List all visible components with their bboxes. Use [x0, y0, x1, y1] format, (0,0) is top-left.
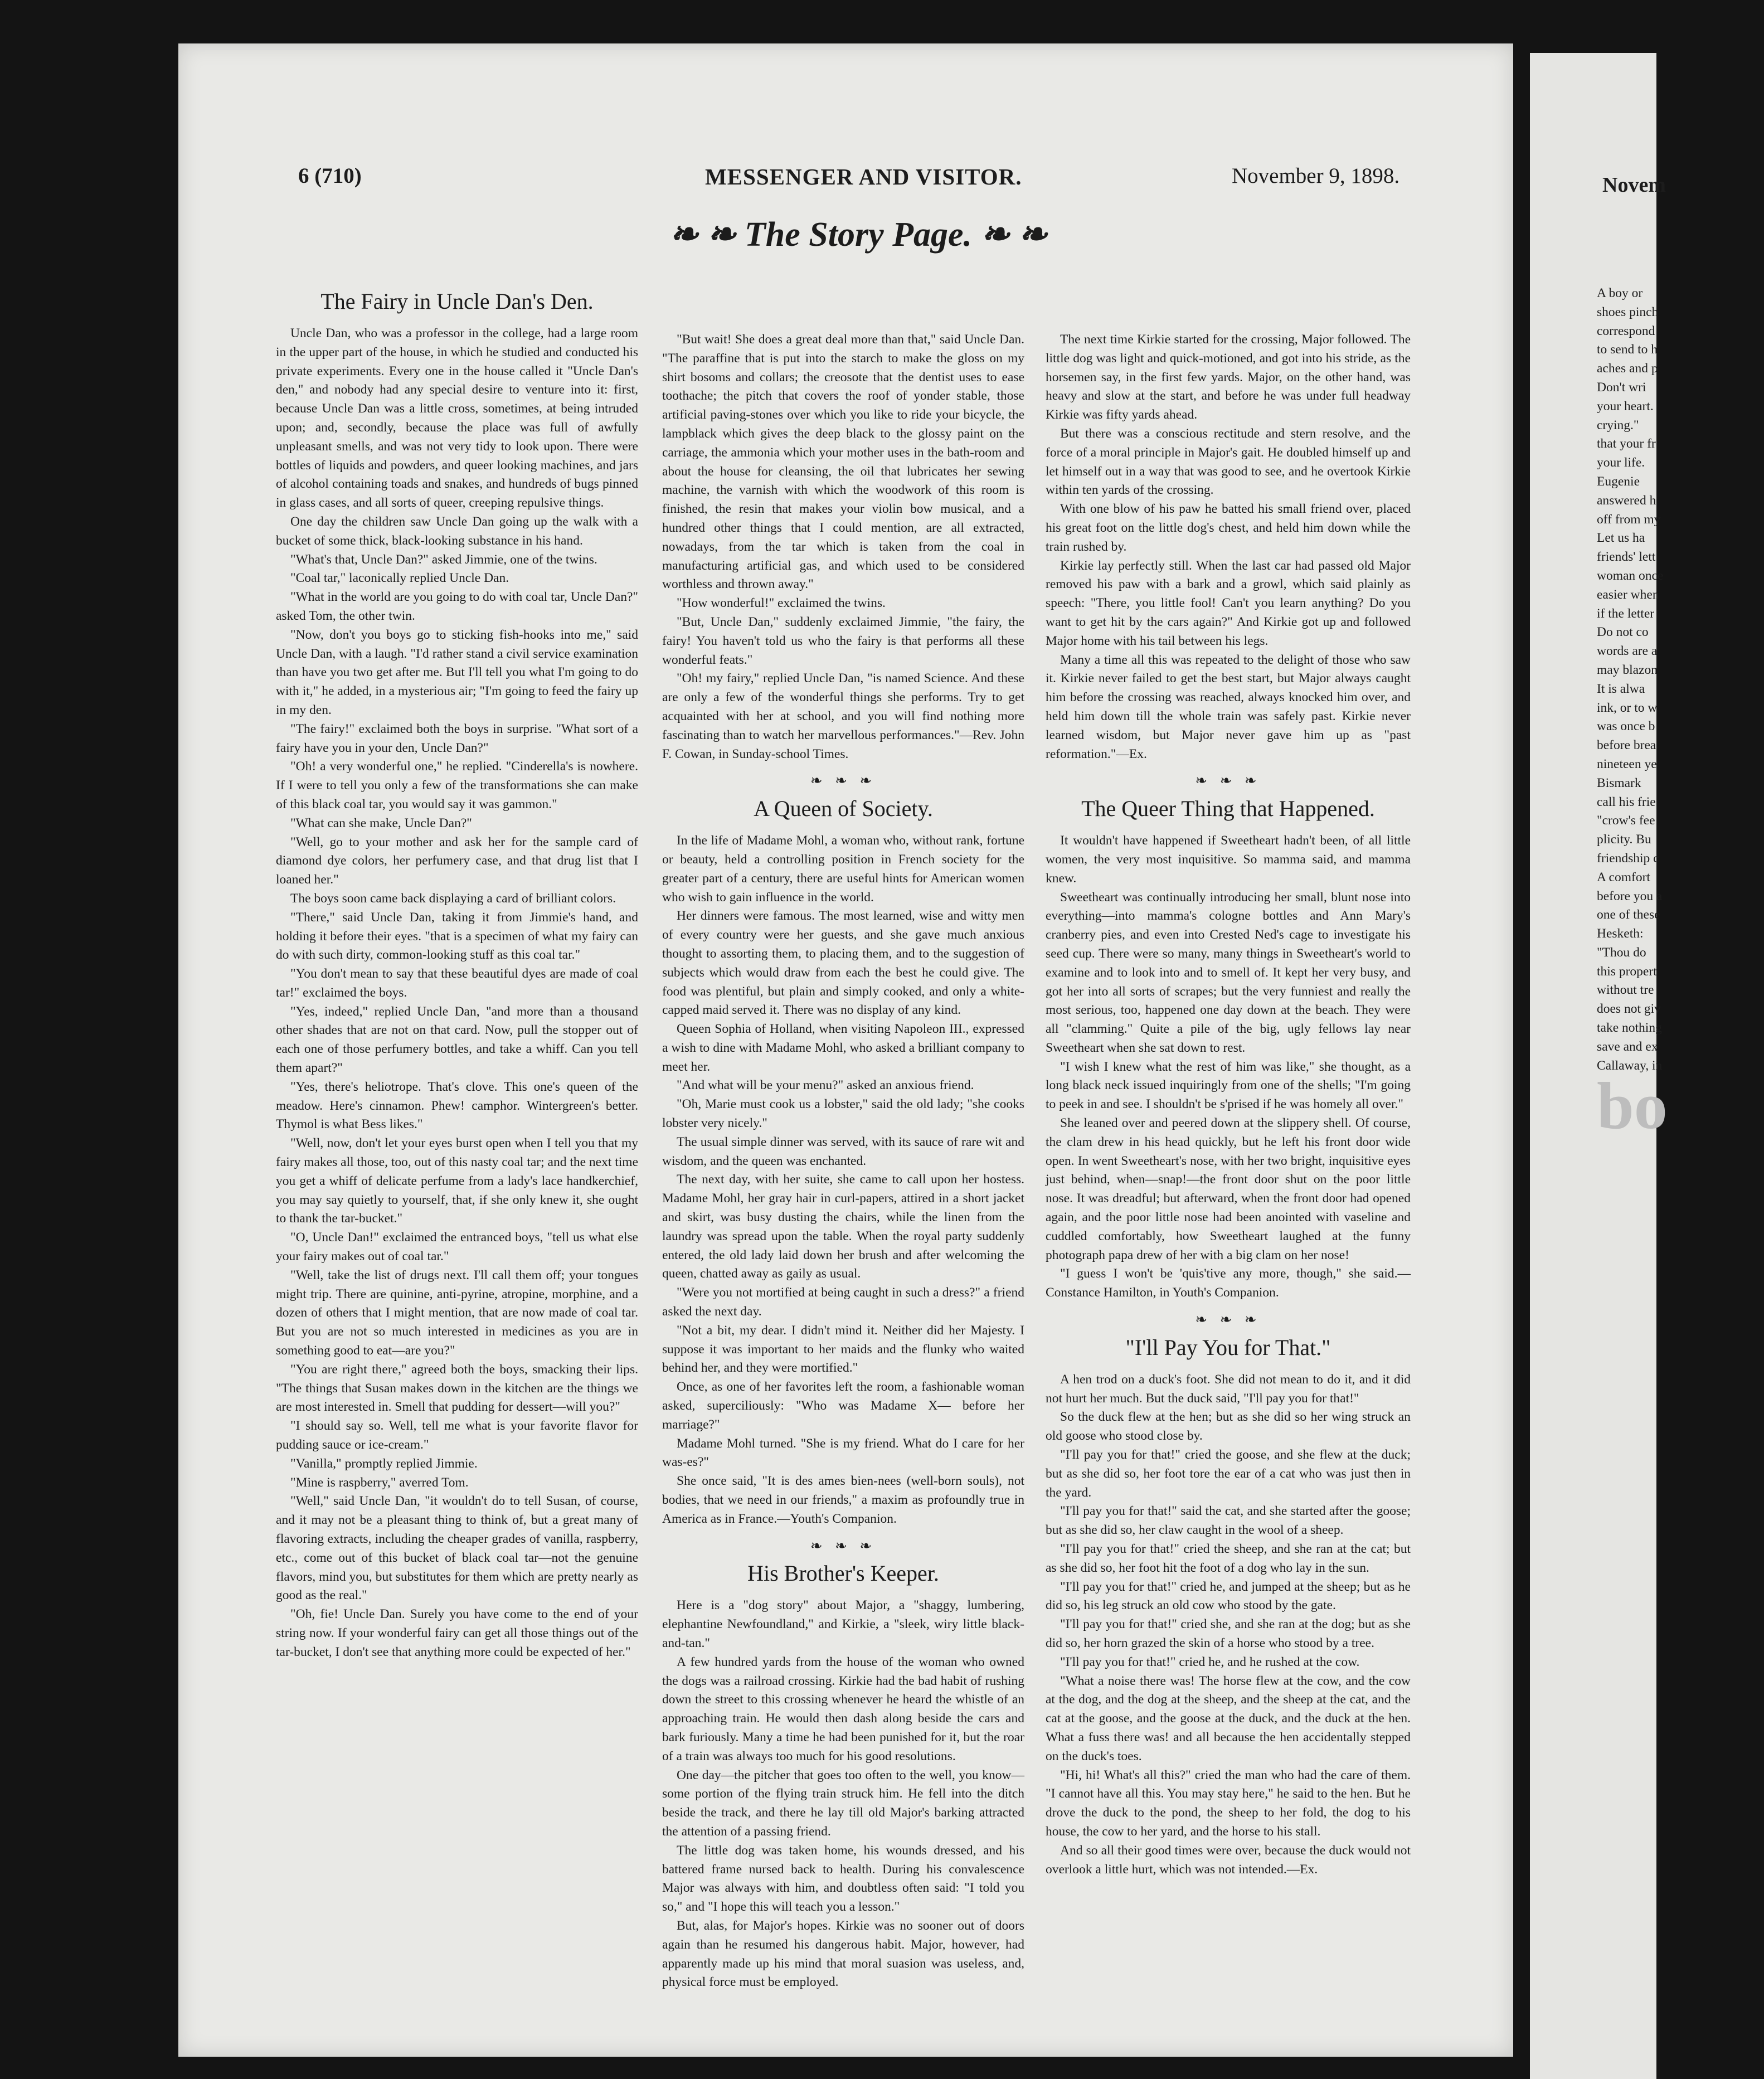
adjacent-page-line: to send to h: [1597, 342, 1658, 357]
adjacent-page-line: one of these: [1597, 907, 1660, 922]
article-paragraph: "I'll pay you for that!" cried he, and jumped at the sheep; but as he did so, his leg struck an old cow who stood by the gate.: [1046, 1579, 1411, 1613]
section-ornament: ❧ ❧ ❧: [810, 773, 877, 789]
article-paragraph: "But, Uncle Dan," suddenly exclaimed Jimmie, "the fairy, the fairy! You haven't told us who the fairy is that performs all these wonderful feats.": [662, 614, 1024, 667]
adjacent-page-line: may blazon: [1597, 662, 1658, 677]
article-paragraph: She leaned over and peered down at the slippery shell. Of course, the clam drew in his head quickly, but he left his front door wide open. In went Sweetheart's nose, with her two bright, inquisitive eyes just behind, when—snap!—the front door shut on the poor little nose. It was dreadful; but afterward, when the front door had opened again, and the poor little nose had been anointed with vaseline and cuddled comfortably, how Sweetheart laughed at the funny photograph papa drew of her with a big clam on her nose!: [1046, 1116, 1411, 1262]
article-paragraph: One day the children saw Uncle Dan going up the walk with a bucket of some thick, black-looking substance in his hand.: [276, 514, 638, 548]
article-paragraph: "Oh! a very wonderful one," he replied. "Cinderella's is nowhere. If I were to tell you only a few of the transformations she can make of this black coal tar, you would say it was gammon.": [276, 759, 638, 812]
section-ornament: ❧ ❧ ❧: [1195, 773, 1261, 789]
adjacent-page-line: plicity. Bu: [1597, 832, 1651, 847]
issue-date: November 9, 1898.: [1232, 164, 1400, 188]
adjacent-page-line: A boy or: [1597, 286, 1643, 300]
article-paragraph: "What in the world are you going to do with coal tar, Uncle Dan?" asked Tom, the other twin.: [276, 590, 638, 623]
adjacent-page-line: does not giv: [1597, 1002, 1661, 1017]
article-paragraph: "I'll pay you for that!" said the cat, and she started after the goose; but as she did so, her claw caught in the wool of a sheep.: [1046, 1504, 1411, 1538]
article-paragraph: "Not a bit, my dear. I didn't mind it. Neither did her Majesty. I suppose it was important to her maids and the flunky who waited behind her, and they were mortified.": [662, 1323, 1024, 1376]
article-paragraph: It wouldn't have happened if Sweetheart hadn't been, of all little women, the very most inquisitive. So mamma said, and mamma knew.: [1046, 833, 1411, 886]
adjacent-page-line: friends' lett: [1597, 550, 1656, 565]
article-paragraph: But, alas, for Major's hopes. Kirkie was no sooner out of doors again than he resumed his dangerous habit. Major, however, had apparently made up his mind that moral suasion was useless, and, physical force must be employed.: [662, 1918, 1024, 1990]
adjacent-page-fragment: [1530, 53, 1668, 2079]
article-paragraph: Many a time all this was repeated to the delight of those who saw it. Kirkie never failed to get the best start, but Major always caught him before the crossing was reached, always knocked him over, and held him down till the whole train was safely past. Kirkie never learned wisdom, but Major never gave him up as "past reformation."—Ex.: [1046, 652, 1411, 761]
adjacent-page-line: "Thou do: [1597, 945, 1646, 960]
article-paragraph: "The fairy!" exclaimed both the boys in surprise. "What sort of a fairy have you in your den, Uncle Dan?": [276, 721, 638, 755]
adjacent-page-line: Don't wri: [1597, 380, 1646, 395]
article-paragraph: "Oh, fie! Uncle Dan. Surely you have come to the end of your string now. If your wonderful fairy can get all those things out of the tar-bucket, I don't see that anything more could be expected of her.": [276, 1607, 638, 1659]
article-paragraph: A few hundred yards from the house of the woman who owned the dogs was a railroad crossing. Kirkie had the bad habit of rushing down the street to this crossing whenever he heard the whistle of an approaching train. He would then dash along beside the cars and bark furiously. Many a time he had been punished for it, but the roar of a train was always too much for his good resolutions.: [662, 1654, 1024, 1764]
article-paragraph: Her dinners were famous. The most learned, wise and witty men of every country were her guests, and she gave much anxious thought to assorting them, to placing them, and to the suggestion of subjects which would draw from each the best he could give. The food was plentiful, but plain and simply cooked, and only a white-capped maid served it. There was no display of any kind.: [662, 909, 1024, 1018]
article-paragraph: Here is a "dog story" about Major, a "shaggy, lumbering, elephantine Newfoundland," and Kirkie, a "sleek, wiry little black-and-tan.": [662, 1598, 1024, 1650]
section-title: ❧ ❧ The Story Page. ❧ ❧: [669, 216, 1047, 254]
article-paragraph: "Oh, Marie must cook us a lobster," said the old lady; "she cooks lobster very nicely.": [662, 1097, 1024, 1131]
article-paragraph: So the duck flew at the hen; but as she did so her wing struck an old goose who stood close by.: [1046, 1410, 1411, 1444]
article-paragraph: "I'll pay you for that!" cried the sheep, and she ran at the cat; but as she did so, her foot hit the foot of a dog who lay in the sun.: [1046, 1542, 1411, 1575]
adjacent-page-line: Do not co: [1597, 625, 1649, 640]
adjacent-page-line: crying.": [1597, 417, 1639, 433]
article-paragraph: "Well, go to your mother and ask her for the sample card of diamond dye colors, her perfumery case, and that drug list that I loaned her.": [276, 834, 638, 887]
article-title: The Queer Thing that Happened.: [1081, 796, 1375, 822]
adjacent-page-large-heading: bo: [1597, 1068, 1668, 1143]
article-paragraph: "Well," said Uncle Dan, "it wouldn't do to tell Susan, of course, and it may not be a pleasant thing to think of, but a great many of flavoring extracts, including the cheaper grades of vanilla, raspberry, etc., come out of this bucket of black coal tar—not the genuine flavors, mind you, but substitutes for them which are pretty nearly as good as the real.": [276, 1494, 638, 1603]
adjacent-page-line: ink, or to w: [1597, 700, 1658, 715]
article-paragraph: The boys soon came back displaying a card of brilliant colors.: [290, 891, 616, 906]
article-paragraph: In the life of Madame Mohl, a woman who, without rank, fortune or beauty, held a controlling position in French society for the greater part of a century, there are useful hints for American women who wish to gain influence in the world.: [662, 833, 1024, 905]
adjacent-page-line: easier when: [1597, 587, 1659, 602]
article-paragraph: "I'll pay you for that!" cried she, and she ran at the dog; but as she did so, her horn grazed the skin of a horse who stood by a tree.: [1046, 1617, 1411, 1650]
adjacent-page-line: without tre: [1597, 983, 1654, 998]
article-paragraph: "What's that, Uncle Dan?" asked Jimmie, one of the twins.: [290, 552, 597, 567]
article-paragraph: "What can she make, Uncle Dan?": [290, 815, 472, 830]
adjacent-page-line: Hesketh:: [1597, 926, 1644, 941]
article-paragraph: She once said, "It is des ames bien-nees (well-born souls), not bodies, that we need in our friends," a maxim as profoundly true in America as in France.—Youth's Companion.: [662, 1474, 1024, 1526]
adjacent-page-line: before brea: [1597, 738, 1656, 753]
article-paragraph: With one blow of his paw he batted his small friend over, placed his great foot on the little dog's chest, and held him down while the train rushed by.: [1046, 502, 1411, 554]
article-paragraph: The next time Kirkie started for the crossing, Major followed. The little dog was light and quick-motioned, and got into his stride, as the horsemen say, in the first few yards. Major, on the other hand, was heavy and slow at the start, and before he was under full headway Kirkie was fifty yards ahead.: [1046, 332, 1411, 422]
newspaper-page: [178, 43, 1513, 2057]
article-paragraph: "How wonderful!" exclaimed the twins.: [677, 596, 886, 611]
adjacent-page-line: if the letter: [1597, 606, 1655, 621]
adjacent-page-line: friendship c: [1597, 851, 1659, 866]
adjacent-page-line: correspond: [1597, 323, 1655, 338]
adjacent-page-header: Novem: [1602, 173, 1666, 197]
article-paragraph: Once, as one of her favorites left the room, a fashionable woman asked, superciliously: "Who was Madame X— before her marriage?": [662, 1379, 1024, 1432]
article-paragraph: "You don't mean to say that these beautiful dyes are made of coal tar!" exclaimed the boys.: [276, 966, 638, 1000]
article-paragraph: And so all their good times were over, because the duck would not overlook a little hurt, which was not intended.—Ex.: [1046, 1843, 1411, 1877]
adjacent-page-line: before you a: [1597, 888, 1663, 904]
adjacent-page-line: "crow's fee: [1597, 813, 1655, 828]
article-title: The Fairy in Uncle Dan's Den.: [320, 289, 594, 314]
article-paragraph: The usual simple dinner was served, with its sauce of rare wit and wisdom, and the queen was enchanted.: [662, 1134, 1024, 1168]
article-paragraph: "And what will be your menu?" asked an anxious friend.: [677, 1078, 974, 1093]
adjacent-page-line: call his frie: [1597, 794, 1656, 809]
article-paragraph: "Were you not mortified at being caught in such a dress?" a friend asked the next day.: [662, 1285, 1024, 1319]
article-paragraph: Madame Mohl turned. "She is my friend. What do I care for her was-es?": [662, 1436, 1024, 1470]
adjacent-page-line: this propert: [1597, 964, 1657, 979]
article-title: His Brother's Keeper.: [747, 1561, 939, 1586]
adjacent-page-line: woman once: [1597, 568, 1664, 583]
adjacent-page-line: It is alwa: [1597, 681, 1645, 696]
column-3: [1046, 331, 1411, 1879]
adjacent-page-line: was once b: [1597, 719, 1655, 734]
adjacent-page-line: off from my: [1597, 512, 1661, 527]
article-paragraph: "I'll pay you for that!" cried the goose, and she flew at the duck; but as she did so, her foot tore the ear of a cat who was just then in the yard.: [1046, 1447, 1411, 1500]
article-paragraph: "What a noise there was! The horse flew at the cow, and the cow at the dog, and the dog at the sheep, and the sheep at the cat, and the cat at the goose, and the goose at the duck, and the duck at the hen. What a fuss there was! and all because the hen accidentally stepped on the duck's toes.: [1046, 1673, 1411, 1764]
article-paragraph: "Mine is raspberry," averred Tom.: [290, 1475, 469, 1490]
adjacent-page-line: words are a: [1597, 644, 1658, 659]
article-paragraph: "Now, don't you boys go to sticking fish-hooks into me," said Uncle Dan, with a laugh. "I'd rather stand a civil service examination than have you two get after me. But I'll tell you what I'm going to do with it," he added, in a mysterious air; "I'm going to feed the fairy up in my den.: [276, 627, 638, 717]
article-paragraph: "Vanilla," promptly replied Jimmie.: [290, 1456, 478, 1471]
article-paragraph: "O, Uncle Dan!" exclaimed the entranced boys, "tell us what else your fairy makes out of coal tar.": [276, 1230, 638, 1264]
article-paragraph: Kirkie lay perfectly still. When the last car had passed old Major removed his paw with a bark and a growl, which said plainly as speech: "There, you little fool! Can't you learn anything? Do you want to get hit by the cars again?" And Kirkie got up and followed Major home with his tail between his legs.: [1046, 558, 1411, 648]
article-paragraph: Queen Sophia of Holland, when visiting Napoleon III., expressed a wish to dine with Madame Mohl, who asked a brilliant company to meet her.: [662, 1022, 1024, 1074]
article-paragraph: "You are right there," agreed both the boys, smacking their lips. "The things that Susan makes down in the kitchen are the things we are most interested in. Smell that pudding for dessert—will you?": [276, 1362, 638, 1415]
article-paragraph: The next day, with her suite, she came to call upon her hostess. Madame Mohl, her gray hair in curl-papers, attired in a short jacket and skirt, was busy dusting the chairs, while the linen from the laundry was spread upon the table. When the royal party suddenly entered, the old lady laid down her brush and after welcoming the queen, chatted away as gaily as usual.: [662, 1172, 1024, 1281]
masthead: MESSENGER AND VISITOR.: [705, 164, 1022, 190]
adjacent-page-line: aches and p: [1597, 361, 1658, 376]
article-paragraph: A hen trod on a duck's foot. She did not mean to do it, and it did not hurt her much. But the duck said, "I'll pay you for that!": [1046, 1372, 1411, 1406]
article-paragraph: But there was a conscious rectitude and stern resolve, and the force of a moral principle in Major's gait. He doubled himself up and let himself out in a way that was good to see, and he overtook Kirkie within ten yards of the crossing.: [1046, 426, 1411, 498]
article-paragraph: The little dog was taken home, his wounds dressed, and his battered frame nursed back to health. During his convalescence Major was always with him, and doubtless often said: "I told you so," and "I hope this will teach you a lesson.": [662, 1843, 1024, 1915]
article-paragraph: "Coal tar," laconically replied Uncle Dan.: [290, 571, 509, 586]
section-ornament: ❧ ❧ ❧: [1195, 1311, 1261, 1328]
article-paragraph: "Well, take the list of drugs next. I'll call them off; your tongues might trip. There are quinine, anti-pyrine, atropine, morphine, and a dozen of others that I might mention, that are now made of coal tar. But you are not so much interested in medicines as you are in something good to eat—are you?": [276, 1267, 638, 1358]
article-title: A Queen of Society.: [754, 796, 933, 822]
adjacent-page-line: Eugenie: [1597, 474, 1640, 489]
adjacent-page-text: [1597, 284, 1764, 1143]
article-paragraph: Uncle Dan, who was a professor in the college, had a large room in the upper part of the house, in which he studied and conducted his private experiments. Every one in the house called it "Uncle Dan's den," and nobody had any special desire to venture into it: first, because Uncle Dan was a little cross, sometimes, at being intruded upon; and, secondly, because the place was full of awfully unpleasant smells, and was not very tidy to look upon. There were bottles of liquids and powders, and queer looking machines, and jars of alcohol containing toads and snakes, and hundreds of bugs pinned in glass cases, and all sorts of queer, creeping repulsive things.: [276, 326, 638, 511]
article-paragraph: "I wish I knew what the rest of him was like," she thought, as a long black neck issued inquiringly from one of the shells; "I'm going to peek in and see. I shouldn't be s'prised if he was homely all over.": [1046, 1059, 1411, 1112]
column-2: [662, 331, 1024, 1992]
article-paragraph: Sweetheart was continually introducing her small, blunt nose into everything—into mamma's cologne bottles and Ann Mary's cranberry pies, and even into Crested Ned's cage to investigate his seed cup. There were so many, many things in Sweetheart's world to examine and to look into and to smell of. It kept her very busy, and got her into all sorts of scrapes; but the very funniest and really the most serious, too, happened one day down at the beach. They were all "clamming." Quite a pile of the big, ugly fellows lay near Sweetheart when she sat down to rest.: [1046, 890, 1411, 1055]
article-paragraph: "I should say so. Well, tell me what is your favorite flavor for pudding sauce or ice-cream.": [276, 1419, 638, 1453]
article-paragraph: "Yes, there's heliotrope. That's clove. This one's queen of the meadow. Here's cinnamon. Phew! camphor. Wintergreen's better. Thymol is what Bess likes.": [276, 1079, 638, 1132]
adjacent-page-line: Let us ha: [1597, 531, 1645, 546]
article-paragraph: "There," said Uncle Dan, taking it from Jimmie's hand, and holding it before their eyes. "that is a specimen of what my fairy can do with such dirty, common-looking stuff as this coal tar.": [276, 910, 638, 963]
article-paragraph: One day—the pitcher that goes too often to the well, you know—some portion of the flying train struck him. He fell into the ditch beside the track, and there he lay till old Major's barking attracted the attention of a passing friend.: [662, 1767, 1024, 1839]
adjacent-page-line: take nothing: [1597, 1021, 1662, 1036]
adjacent-page-line: Bismark: [1597, 775, 1641, 790]
adjacent-page-line: nineteen ye: [1597, 756, 1657, 771]
adjacent-page-line: answered h: [1597, 493, 1656, 508]
article-paragraph: "But wait! She does a great deal more than that," said Uncle Dan. "The paraffine that is put into the starch to make the gloss on my shirt bosoms and collars; the creosote that the dentist uses to ease toothache; the pitch that covers the roof of yonder stable, those artificial paving-stones over which you like to ride your bicycle, the lampblack which gives the deep black to the glossy paint on the carriage, the ammonia which your mother uses in the bath-room and about the house for cleansing, the oil that lubricates her sewing machine, the varnish with which the woodwork of this room is finished, the resin that makes your violin bow musical, and a hundred other things that I could mention, are all extracted, nowadays, from the tar which is taken from the coal in manufacturing artificial gas, and which used to be considered worthless and thrown away.": [662, 332, 1024, 592]
article-paragraph: "Well, now, don't let your eyes burst open when I tell you that my fairy makes all those, too, out of this nasty coal tar; and the next time you get a whiff of delicate perfume from a lady's lace handkerchief, you may say quietly to yourself, that, if she only knew it, she ought to thank the tar-bucket.": [276, 1136, 639, 1226]
column-1: [276, 283, 638, 1662]
adjacent-page-line: save and ex: [1597, 1039, 1658, 1054]
article-paragraph: "I guess I won't be 'quis'tive any more, though," she said.—Constance Hamilton, in Youth's Companion.: [1046, 1266, 1411, 1300]
adjacent-page-line: shoes pinch: [1597, 304, 1659, 319]
adjacent-page-line: that your fr: [1597, 436, 1656, 451]
adjacent-page-line: A comfort: [1597, 870, 1650, 885]
page-header: [178, 163, 1513, 202]
adjacent-page-line: your heart.: [1597, 399, 1654, 414]
article-title: "I'll Pay You for That.": [1125, 1334, 1331, 1360]
article-paragraph: "Hi, hi! What's all this?" cried the man who had the care of them. "I cannot have all this. You may stay here," he said to the hen. But he drove the duck to the pond, the sheep to her fold, the dog to his house, the cow to her yard, and the horse to his stall.: [1046, 1767, 1411, 1839]
article-paragraph: "Oh! my fairy," replied Uncle Dan, "is named Science. And these are only a few of the wonderful things she performs. Try to get acquainted with her at school, and you will find nothing more fascinating than to watch her marvellous performances."—Rev. John F. Cowan, in Sunday-school Times.: [662, 671, 1024, 761]
adjacent-page-line: Callaway, in: [1597, 1058, 1663, 1073]
section-ornament: ❧ ❧ ❧: [810, 1537, 877, 1554]
article-paragraph: "I'll pay you for that!" cried he, and he rushed at the cow.: [1060, 1654, 1360, 1669]
page-number: 6 (710): [298, 164, 362, 188]
article-paragraph: "Yes, indeed," replied Uncle Dan, "and more than a thousand other shades that are not on that card. Now, pull the stopper out of each one of those perfumery bottles, and take a whiff. Can you tell them apart?": [276, 1004, 638, 1076]
adjacent-page-line: your life.: [1597, 455, 1645, 470]
